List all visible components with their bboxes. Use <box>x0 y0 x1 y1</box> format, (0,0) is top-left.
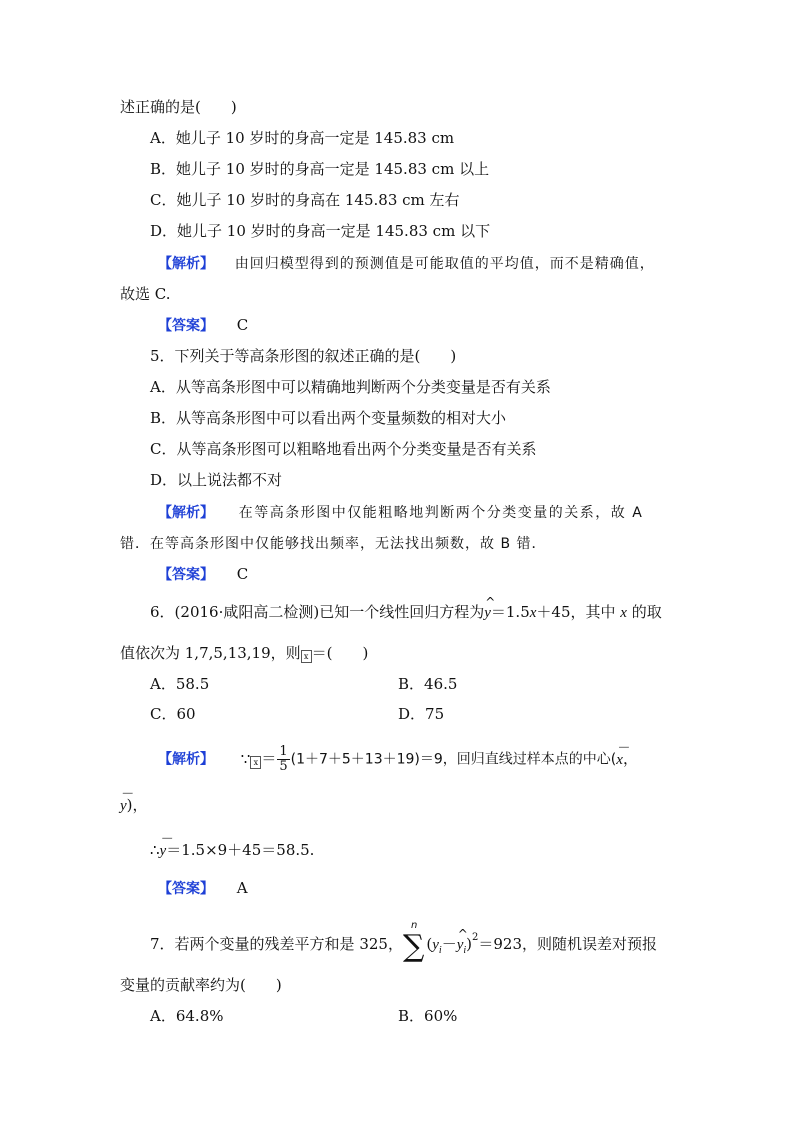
q4-option-c: C．她儿子 10 岁时的身高在 145.83 cm 左右 <box>150 191 460 209</box>
summation: n ∑ <box>402 920 425 964</box>
q7-stem-line2: 变量的贡献率约为( ) <box>120 976 282 994</box>
q6-option-b: B．46.5 <box>398 675 458 693</box>
q7-option-b: B．60% <box>398 1007 458 1025</box>
answer-tag: 【答案】 <box>158 318 214 334</box>
sigma-icon: ∑ <box>402 929 425 964</box>
y-hat: ^ y <box>456 927 468 953</box>
analysis-tag: 【解析】 <box>158 505 214 521</box>
q6-result: ∴ － y＝1.5×9＋45＝58.5. <box>150 831 315 859</box>
q4-analysis-line2: 故选 C. <box>120 285 171 303</box>
q6-answer: 【答案】 A <box>158 879 248 897</box>
q4-analysis: 【解析】 由回归模型得到的预测值是可能取值的平均值，而不是精确值， <box>158 256 655 272</box>
q5-option-c: C．从等高条形图可以粗略地看出两个分类变量是否有关系 <box>150 440 537 458</box>
q6-option-a: A．58.5 <box>150 675 210 693</box>
y-bar: － y <box>120 786 134 814</box>
q6-option-c: C．60 <box>150 705 196 723</box>
answer-tag: 【答案】 <box>158 567 214 583</box>
q4-option-b: B．她儿子 10 岁时的身高一定是 145.83 cm 以上 <box>150 160 490 178</box>
x-bar-glyph: x <box>301 650 312 663</box>
x-bar: － x <box>616 739 630 768</box>
q6-analysis: 【解析】 ∵ x ＝ $\frac{1}{5}$ (1＋7＋5＋13＋19)＝9，回归直线过样本点的中心( － x， <box>158 739 638 774</box>
analysis-tag: 【解析】 <box>158 751 214 768</box>
y-hat: ^ y <box>484 595 496 621</box>
analysis-tag: 【解析】 <box>158 256 214 272</box>
fraction-one-fifth: $\frac{1}{5}$ <box>279 744 288 774</box>
q7-stem: 7．若两个变量的残差平方和是 325， n ∑ ($y_i-$ ^ $y_i)^2=923$，则随机误差对预报 <box>150 920 658 964</box>
y-bar: － y <box>159 831 173 859</box>
q5-analysis: 【解析】 在等高条形图中仅能粗略地判断两个分类变量的关系，故 A <box>158 505 644 521</box>
x-bar-glyph: x <box>250 756 261 769</box>
q6-stem: 6．(2016·咸阳高二检测)已知一个线性回归方程为 ^ y＝1.5x＋45，其中 x 的取 <box>150 595 662 621</box>
q6-option-d: D．75 <box>398 705 445 723</box>
q5-option-b: B．从等高条形图中可以看出两个变量频数的相对大小 <box>150 409 507 427</box>
q4-option-a: A．她儿子 10 岁时的身高一定是 145.83 cm <box>150 129 455 147</box>
q5-option-a: A．从等高条形图中可以精确地判断两个分类变量是否有关系 <box>150 378 551 396</box>
answer-tag: 【答案】 <box>158 881 214 897</box>
q4-option-d: D．她儿子 10 岁时的身高一定是 145.83 cm 以下 <box>150 222 491 240</box>
q4-stem-tail: 述正确的是( ) <box>120 98 237 116</box>
q5-option-d: D．以上说法都不对 <box>150 471 283 489</box>
q4-answer: 【答案】 C <box>158 316 249 334</box>
q5-analysis-line2: 错．在等高条形图中仅能够找出频率，无法找出频数，故 B 错． <box>120 536 547 552</box>
q6-source: (2016·咸阳高二检测) <box>174 603 320 621</box>
q6-stem-line2: 值依次为 1,7,5,13,19，则 x ＝( ) <box>120 644 369 662</box>
q6-analysis-line2: － y)， <box>120 786 148 814</box>
q5-stem: 5．下列关于等高条形图的叙述正确的是( ) <box>150 347 457 365</box>
q7-option-a: A．64.8% <box>150 1007 224 1025</box>
q5-answer: 【答案】 C <box>158 565 249 583</box>
